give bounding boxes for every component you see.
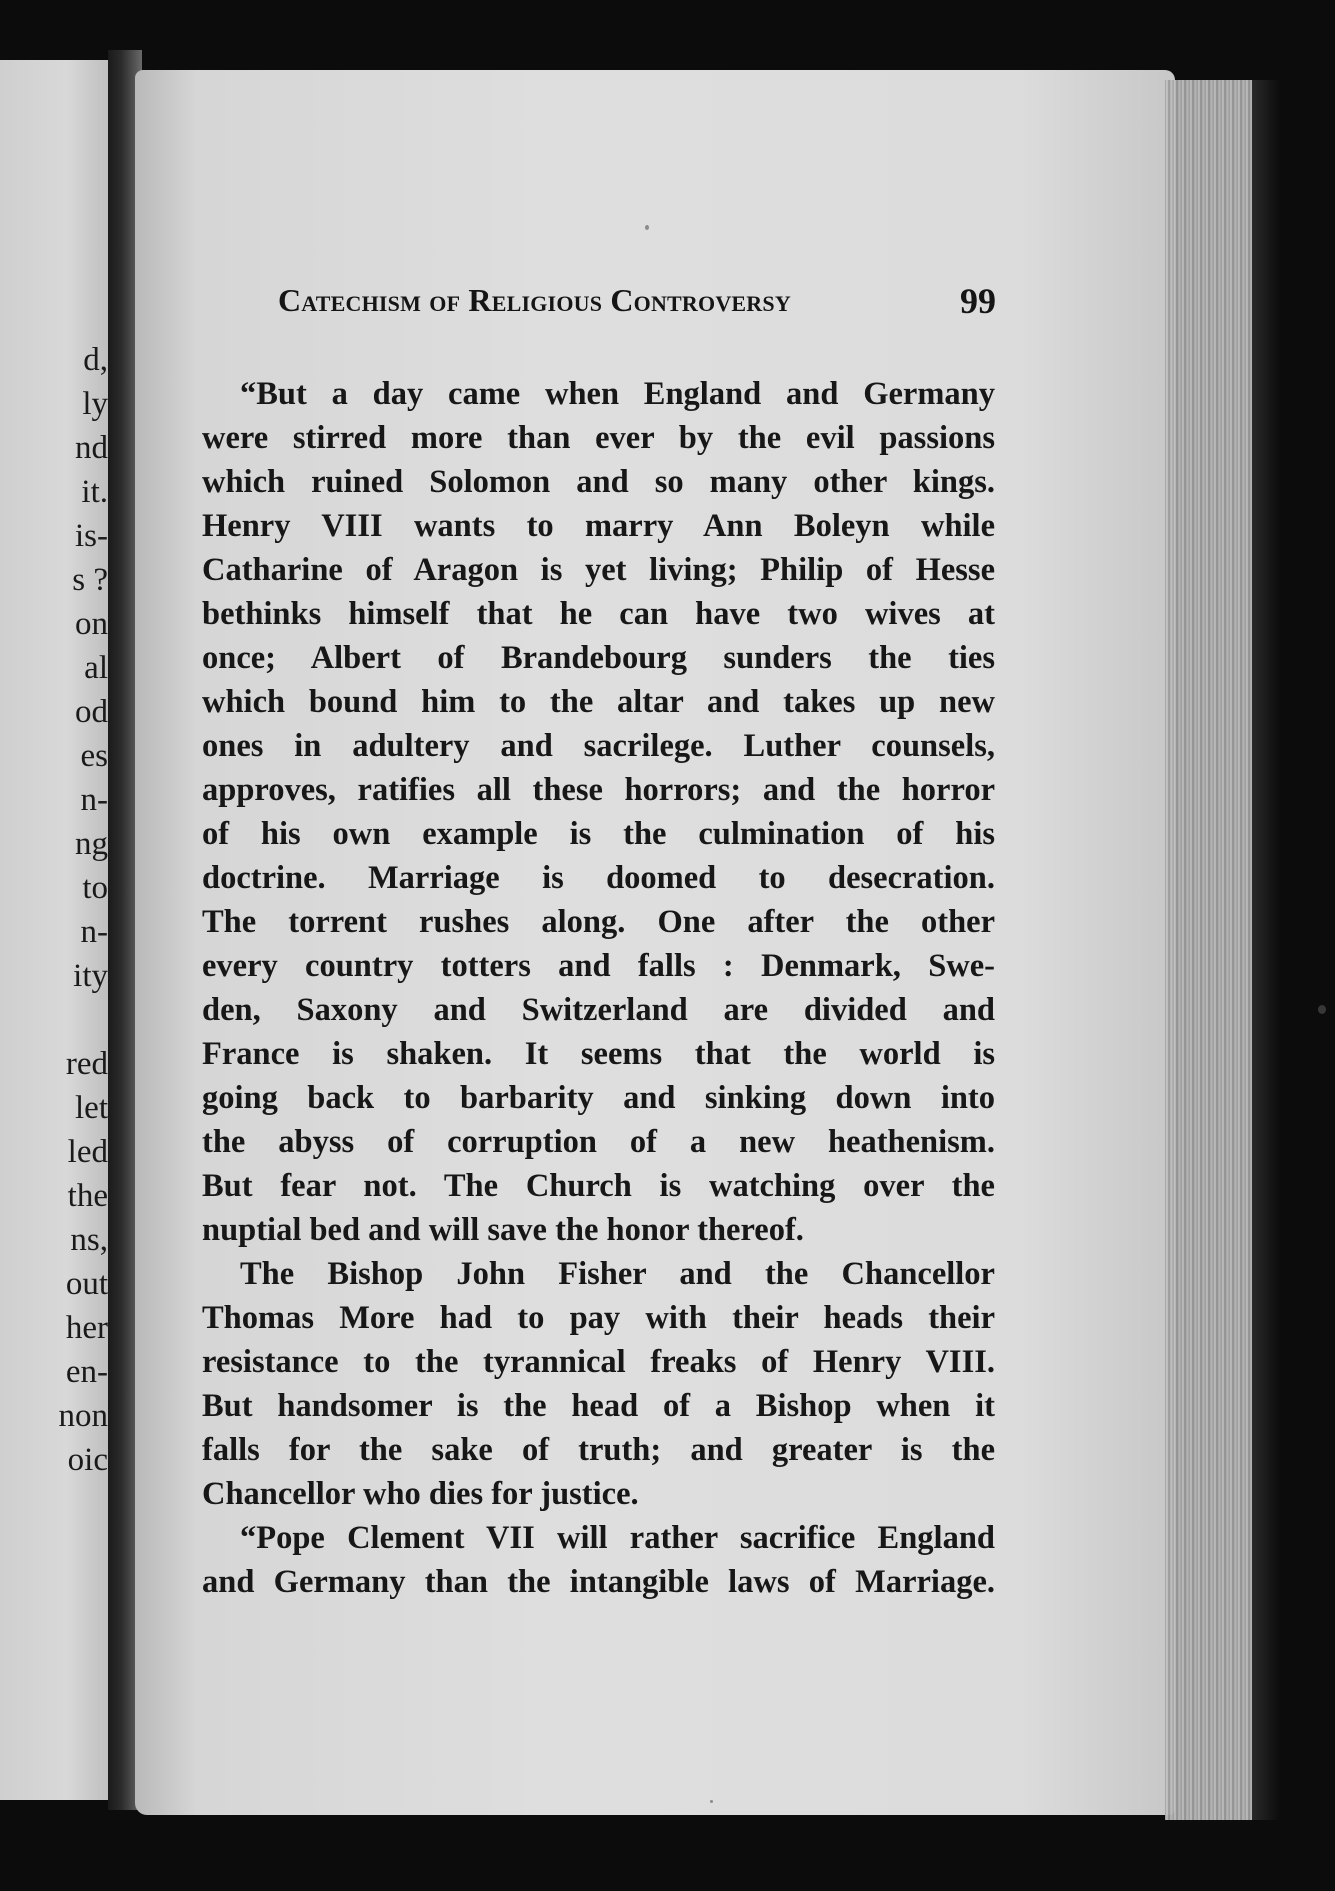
previous-page-line: it.: [81, 474, 108, 510]
previous-page-line: [0, 998, 108, 1042]
previous-page-line: n-: [80, 914, 108, 950]
previous-page-line: nd: [75, 430, 108, 466]
previous-page-line: led: [67, 1134, 108, 1170]
text-line: ones in adultery and sacrilege. Luther counsels,: [202, 728, 995, 764]
text-line: going back to barbarity and sinking down into: [202, 1080, 995, 1116]
previous-page-line: her: [65, 1310, 108, 1346]
text-line: falls for the sake of truth; and greater is the: [202, 1432, 995, 1468]
running-title: Catechism of Religious Controversy: [278, 282, 791, 318]
scan-speck: [1318, 1005, 1326, 1014]
previous-page-line: the: [67, 1178, 108, 1214]
running-head: [278, 282, 996, 326]
previous-page-line: ng: [75, 826, 108, 862]
page-number: 99: [960, 281, 996, 321]
previous-page-line: es: [80, 738, 108, 774]
previous-page-line: al: [84, 650, 108, 686]
text-line: of his own example is the culmination of his: [202, 816, 995, 852]
previous-page-line: to: [82, 870, 108, 906]
previous-page-line: d,: [83, 342, 108, 378]
previous-page-line: n-: [80, 782, 108, 818]
scan-speck: [645, 225, 649, 230]
text-line: which bound him to the altar and takes up new: [202, 684, 995, 720]
previous-page-line: oic: [67, 1442, 108, 1478]
previous-page-line: let: [75, 1090, 108, 1126]
text-line: were stirred more than ever by the evil passions: [202, 420, 995, 456]
text-line: The torrent rushes along. One after the other: [202, 904, 995, 940]
text-line: bethinks himself that he can have two wives at: [202, 596, 995, 632]
page-edge-stack: [1165, 80, 1260, 1820]
text-line: resistance to the tyrannical freaks of Henry VIII.: [202, 1344, 995, 1380]
text-line: doctrine. Marriage is doomed to desecration.: [202, 860, 995, 896]
previous-page-line: ns,: [70, 1222, 108, 1258]
text-line: which ruined Solomon and so many other kings.: [202, 464, 995, 500]
text-line: Chancellor who dies for justice.: [202, 1476, 639, 1512]
text-line: every country totters and falls : Denmark, Swe-: [202, 948, 995, 984]
previous-page-line: en-: [65, 1354, 108, 1390]
text-line: the abyss of corruption of a new heathenism.: [202, 1124, 995, 1160]
previous-page-line-endings: [0, 338, 108, 1482]
previous-page-line: od: [75, 694, 108, 730]
previous-page-line: ly: [82, 386, 108, 422]
text-line: Catharine of Aragon is yet living; Philip of Hesse: [202, 552, 995, 588]
text-line: “But a day came when England and Germany: [240, 376, 995, 412]
previous-page-line: on: [75, 606, 108, 642]
text-line: den, Saxony and Switzerland are divided and: [202, 992, 995, 1028]
previous-page-line: non: [58, 1398, 108, 1434]
previous-page-line: s ?: [72, 562, 108, 598]
previous-page-fragment: [0, 60, 112, 1800]
text-line: nuptial bed and will save the honor thereof.: [202, 1212, 804, 1248]
text-line: The Bishop John Fisher and the Chancellor: [240, 1256, 995, 1292]
text-line: “Pope Clement VII will rather sacrifice England: [240, 1520, 995, 1556]
text-line: But handsomer is the head of a Bishop when it: [202, 1388, 995, 1424]
page-edge-shadow: [1252, 80, 1280, 1820]
text-line: Henry VIII wants to marry Ann Boleyn while: [202, 508, 995, 544]
text-line: and Germany than the intangible laws of Marriage.: [202, 1564, 995, 1600]
body-text: [202, 372, 995, 1604]
previous-page-line: red: [65, 1046, 108, 1082]
text-line: France is shaken. It seems that the world is: [202, 1036, 995, 1072]
text-line: Thomas More had to pay with their heads their: [202, 1300, 995, 1336]
scan-speck: [710, 1800, 713, 1803]
previous-page-line: out: [65, 1266, 108, 1302]
previous-page-line: ity: [73, 958, 108, 994]
previous-page-line: is-: [75, 518, 108, 554]
text-line: approves, ratifies all these horrors; and the horror: [202, 772, 995, 808]
text-line: once; Albert of Brandebourg sunders the ties: [202, 640, 995, 676]
text-line: But fear not. The Church is watching over the: [202, 1168, 995, 1204]
